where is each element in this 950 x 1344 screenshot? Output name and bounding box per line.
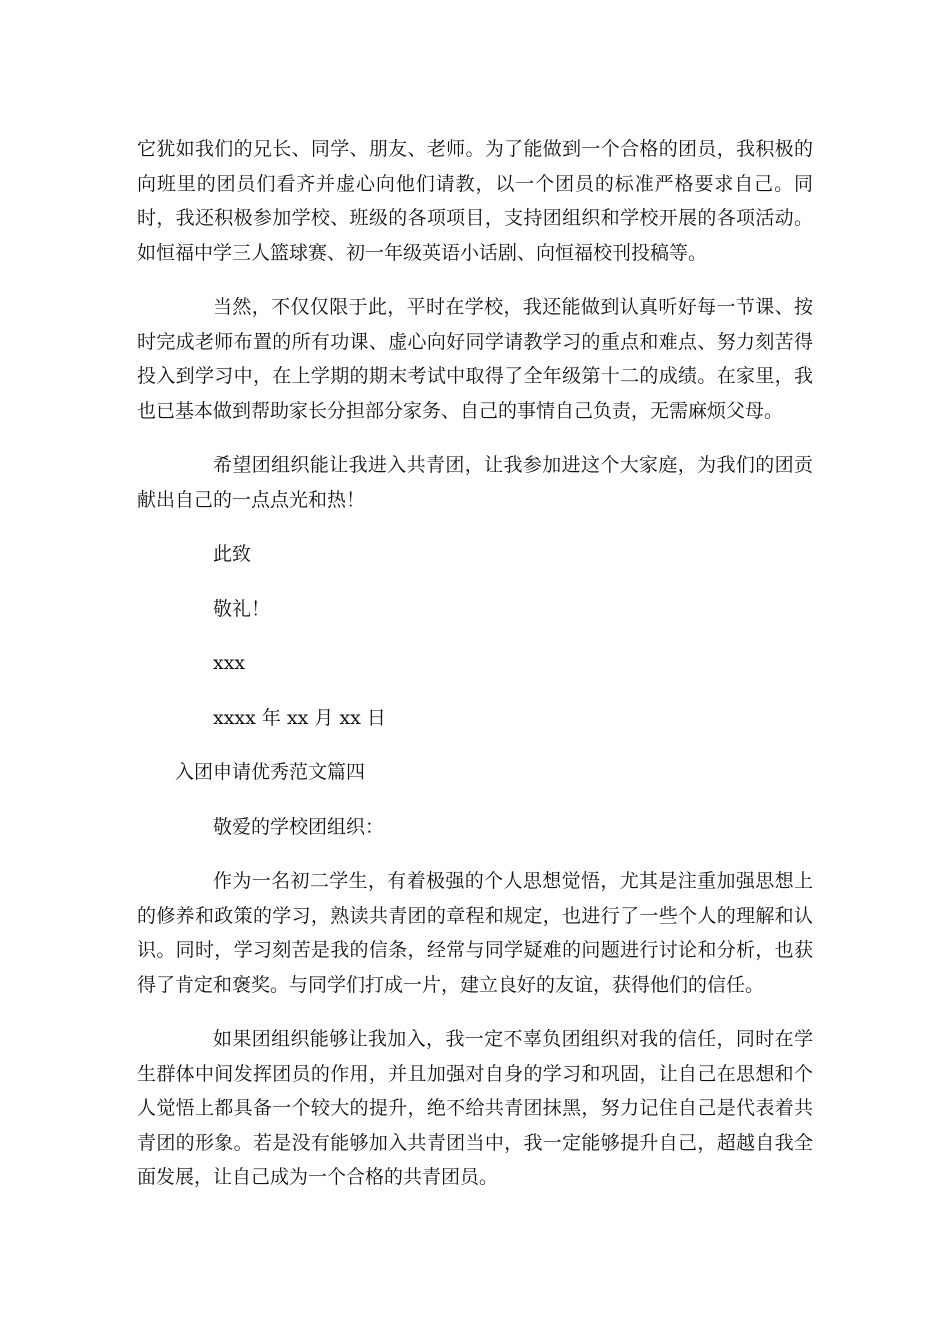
section-title: 入团申请优秀范文篇四 — [175, 761, 366, 783]
closing-line-1: 此致 — [213, 543, 252, 565]
closing-line-2: 敬礼！ — [213, 597, 271, 620]
paragraph-3: 希望团组织能让我进入共青团，让我参加进这个大家庭，为我们的团贡献出自己的一点点光和热！ — [137, 454, 813, 511]
salutation: 敬爱的学校团组织： — [213, 815, 385, 838]
paragraph-1: 它犹如我们的兄长、同学、朋友、老师。为了能做到一个合格的团员，我积极的向班里的团员们看齐并虚心向他们请教，以一个团员的标准严格要求自己。同时，我还积极参加学校、班级的各项项目，支持团组织和学校开展的各项活动。如恒福中学三人篮球赛、初一年级英语小话剧、向恒福校刊投稿等。 — [137, 138, 813, 264]
paragraph-5: 如果团组织能够让我加入，我一定不辜负团组织对我的信任，同时在学生群体中间发挥团员的作用，并且加强对自身的学习和巩固，让自己在思想和个人觉悟上都具备一个较大的提升，绝不给共青团抹黑，努力记住自己是代表着共青团的形象。若是没有能够加入共青团当中，我一定能够提升自己，超越自我全面发展，让自己成为一个合格的共青团员。 — [137, 1028, 813, 1188]
signature: xxx — [213, 652, 246, 674]
paragraph-4: 作为一名初二学生，有着极强的个人思想觉悟，尤其是注重加强思想上的修养和政策的学习，熟读共青团的章程和规定，也进行了一些个人的理解和认识。同时，学习刻苦是我的信条，经常与同学疑难的问题进行讨论和分析，也获得了肯定和褒奖。与同学们打成一片，建立良好的友谊，获得他们的信任。 — [137, 870, 813, 996]
date-line: xxxx 年 xx 月 xx 日 — [213, 706, 386, 729]
paragraph-2: 当然，不仅仅限于此，平时在学校，我还能做到认真听好每一节课、按时完成老师布置的所有功课、虚心向好同学请教学习的重点和难点、努力刻苦得投入到学习中，在上学期的期末考试中取得了全年级第十二的成绩。在家里，我也已基本做到帮助家长分担部分家务、自己的事情自己负责，无需麻烦父母。 — [137, 296, 813, 422]
document-body — [137, 132, 813, 1195]
